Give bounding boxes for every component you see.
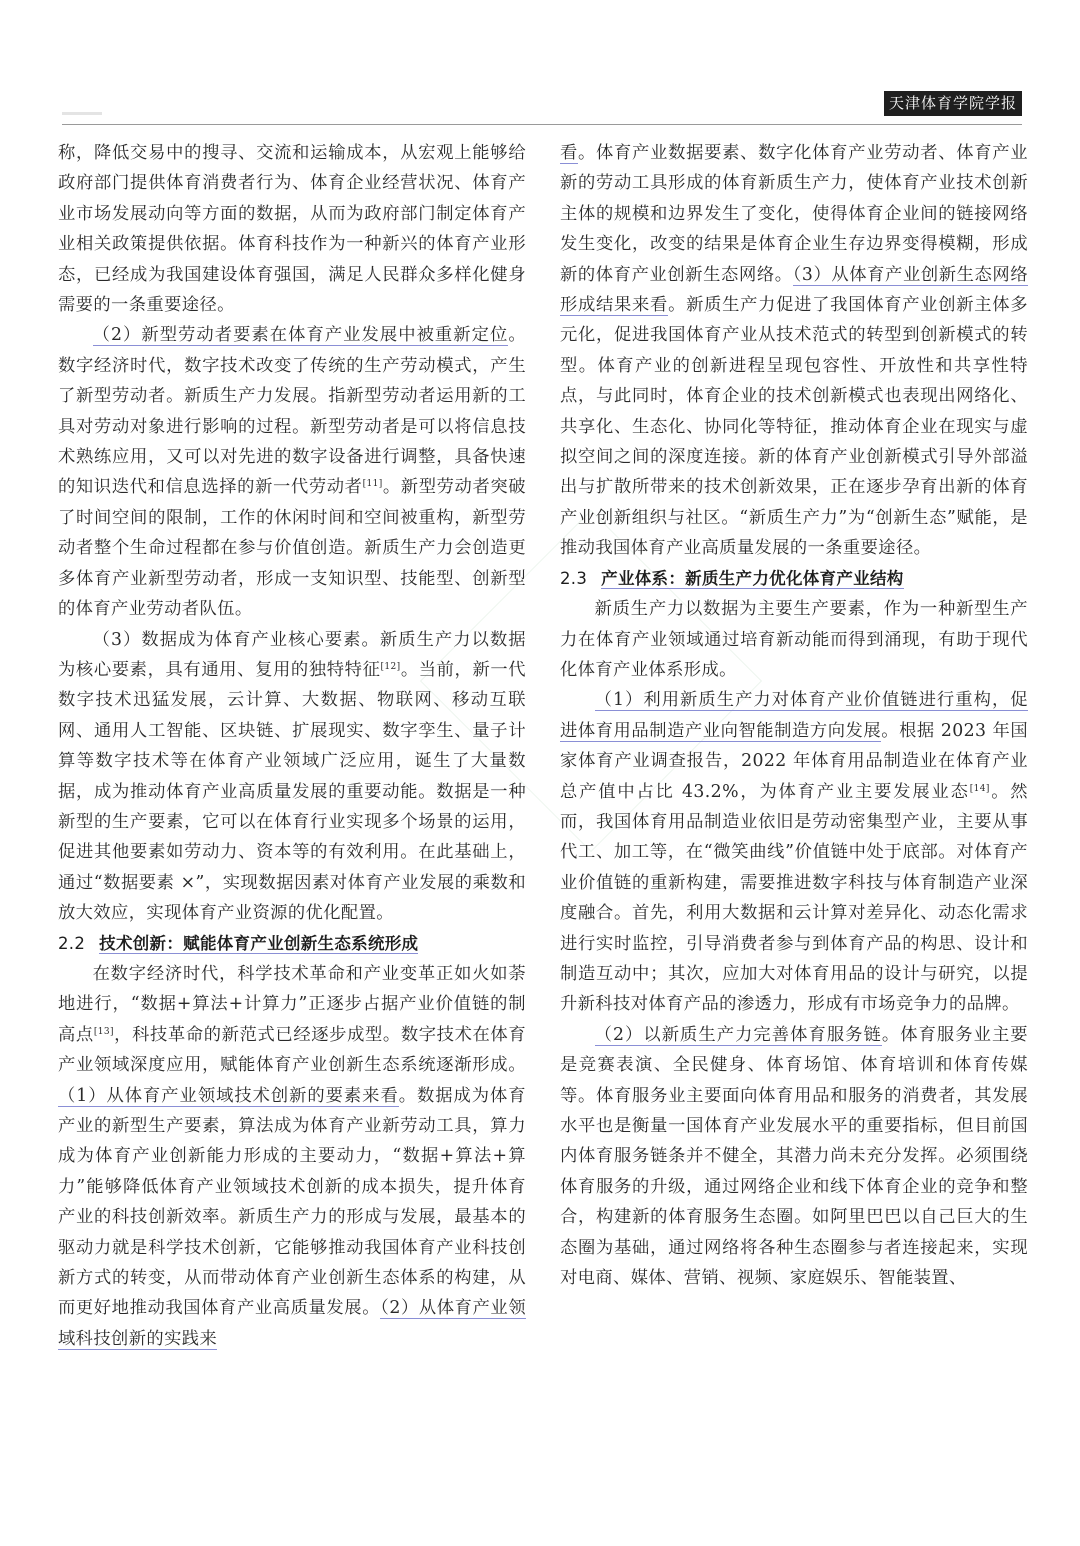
underlined-lead: （2）以新质生产力完善体育服务链 [594, 1024, 882, 1045]
paragraph [560, 138, 1028, 564]
paragraph [58, 320, 526, 624]
underlined-lead: 看 [560, 143, 579, 163]
underlined-lead: （1）从体育产业领域技术创新的要素来看 [58, 1085, 399, 1106]
right-column [560, 138, 1028, 1293]
text: 。根据 2023 年国家体育产业调查报告，2022 年体育用品制造业在体育产业总产值中占比 43.2%，为体育产业主要发展业态 [560, 720, 1028, 802]
citation: [14] [969, 783, 990, 794]
paragraph [560, 1020, 1028, 1294]
section-number: 2.2 [58, 933, 86, 953]
text: 。数字经济时代，数字技术改变了传统的生产劳动模式，产生了新型劳动者。新质生产力发展。指新型劳动者运用新的工具对劳动对象进行影响的过程。新型劳动者是可以将信息技术熟练应用，又可以对先进的数字设备进行调整，具备快速的知识迭代和信息选择的新一代劳动者 [58, 325, 526, 498]
section-heading [560, 564, 1028, 594]
underlined-lead: （2）从体育产业领域科技创新的实践来 [58, 1298, 526, 1349]
section-title: 产业体系：新质生产力优化体育产业结构 [601, 568, 904, 588]
underlined-lead: （2）新型劳动者要素在体育产业发展中被重新定位 [92, 325, 509, 346]
citation: [11] [362, 479, 383, 490]
paragraph [58, 959, 526, 1354]
section-number: 2.3 [560, 568, 588, 588]
paragraph: 称，降低交易中的搜寻、交流和运输成本，从宏观上能够给政府部门提供体育消费者行为、体育企业经营状况、体育产业市场发展动向等方面的数据，从而为政府部门制定体育产业相关政策提供依据。体育科技作为一种新兴的体育产业形态，已经成为我国建设体育强国，满足人民群众多样化健身需要的一条重要途径。 [58, 143, 526, 316]
text: 。体育服务业主要是竞赛表演、全民健身、体育场馆、体育培训和体育传媒等。体育服务业主要面向体育用品和服务的消费者，其发展水平也是衡量一国体育产业发展水平的重要指标，但目前国内体育服务链条并不健全，其潜力尚未充分发挥。必须围绕体育服务的升级，通过网络企业和线下体育企业的竞争和整合，构建新的体育服务生态圈。如阿里巴巴以自己巨大的生态圈为基础，通过网络将各种生态圈参与者连接起来，实现对电商、媒体、营销、视频、家庭娱乐、智能装置、 [560, 1024, 1028, 1289]
text: 。数据成为体育产业的新型生产要素，算法成为体育产业新劳动工具，算力成为体育产业创新能力形成的主要动力，“数据+算法+算力”能够降低体育产业领域技术创新的成本损失，提升体育产业的科技创新效率。新质生产力的形成与发展，最基本的驱动力就是科学技术创新，它能够推动我国体育产业科技创新方式的转变，从而带动体育产业创新生态体系的构建，从而更好地推动我国体育产业高质量发展。 [58, 1085, 526, 1319]
paragraph [560, 685, 1028, 1019]
text: 在数字经济时代，科学技术革命和产业变革正如火如荼地进行，“数据+算法+计算力”正逐步占据产业价值链的制高点 [58, 963, 526, 1045]
left-column [58, 138, 526, 1354]
text: 。体育产业数据要素、数字化体育产业劳动者、体育产业新的劳动工具形成的体育新质生产力，使体育产业技术创新主体的规模和边界发生了变化，使得体育企业间的链接网络发生变化，改变的结果是体育企业生存边界变得模糊，形成新的体育产业创新生态网络。 [560, 143, 1028, 285]
citation: [12] [380, 661, 401, 672]
section-heading [58, 929, 526, 959]
text: （3）数据成为体育产业核心要素。新质生产力以数据为核心要素，具有通用、复用的独特特征 [58, 629, 526, 680]
paragraph: 新质生产力以数据为主要生产要素，作为一种新型生产力在体育产业领域通过培育新动能而得到涌现，有助于现代化体育产业体系形成。 [560, 599, 1028, 680]
text: 。新质生产力促进了我国体育产业创新主体多元化，促进我国体育产业从技术范式的转型到创新模式的转型。体育产业的创新进程呈现包容性、开放性和共享性特点，与此同时，体育企业的技术创新模式也表现出网络化、共享化、生态化、协同化等特征，推动体育企业在现实与虚拟空间之间的深度连接。新的体育产业创新模式引导外部溢出与扩散所带来的技术创新效果，正在逐步孕育出新的体育产业创新组织与社区。“新质生产力”为“创新生态”赋能，是推动我国体育产业高质量发展的一条重要途径。 [560, 295, 1028, 559]
text: 。然而，我国体育用品制造业依旧是劳动密集型产业，主要从事代工、加工等，在“微笑曲线”价值链中处于底部。对体育产业价值链的重新构建，需要推进数字科技与体育制造产业深度融合。首先，利用大数据和云计算对差异化、动态化需求进行实时监控，引导消费者参与到体育产品的构思、设计和制造互动中；其次，应加大对体育用品的设计与研究，以提升新科技对体育产品的渗透力，形成有市场竞争力的品牌。 [560, 781, 1028, 1015]
underlined-lead: （3）从体育产业创新生态网络形成结果来看 [560, 264, 1028, 316]
journal-title: 天津体育学院学报 [884, 91, 1022, 116]
text: ，科技革命的新范式已经逐步成型。数字技术在体育产业领域深度应用，赋能体育产业创新生态系统逐渐形成。 [58, 1024, 526, 1076]
section-title: 技术创新：赋能体育产业创新生态系统形成 [99, 933, 419, 953]
text: 。新型劳动者突破了时间空间的限制，工作的休闲时间和空间被重构，新型劳动者整个生命过程都在参与价值创造。新质生产力会创造更多体育产业新型劳动者，形成一支知识型、技能型、创新型的体育产业劳动者队伍。 [58, 477, 526, 620]
underlined-lead: （1）利用新质生产力对体育产业价值链进行重构，促进体育用品制造产业向智能制造方向发展 [560, 690, 1028, 741]
citation: [13] [93, 1026, 114, 1037]
header-rule [62, 124, 1022, 125]
paragraph [58, 625, 526, 929]
header-stub [62, 112, 102, 115]
text: 。当前，新一代数字技术迅猛发展，云计算、大数据、物联网、移动互联网、通用人工智能、区块链、扩展现实、数字孪生、量子计算等数字技术等在体育产业领域广泛应用，诞生了大量数据，成为推动体育产业高质量发展的重要动能。数据是一种新型的生产要素，它可以在体育行业实现多个场景的运用，促进其他要素如劳动力、资本等的有效利用。在此基础上，通过“数据要素 ×”，实现数据因素对体育产业发展的乘数和放大效应，实现体育产业资源的优化配置。 [58, 659, 526, 924]
